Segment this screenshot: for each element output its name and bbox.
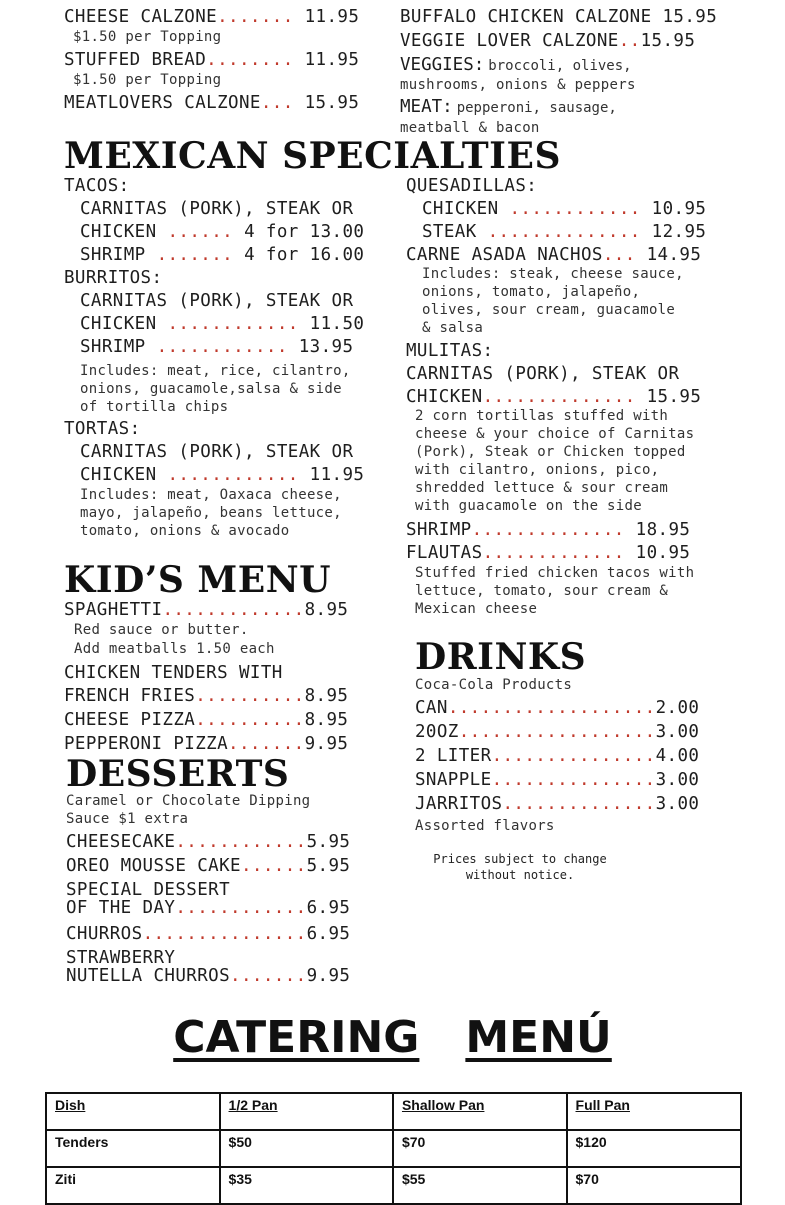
menu-item-2-liter: 2 LITER...............4.00 xyxy=(415,746,700,766)
table-cell: Ziti xyxy=(46,1167,220,1204)
table-row xyxy=(46,1167,741,1204)
header-cell-shallow-pan: Shallow Pan xyxy=(393,1093,567,1130)
table-cell: $120 xyxy=(567,1130,741,1167)
tortas-options: CARNITAS (PORK), STEAK OR xyxy=(80,442,354,462)
chicken-tenders-line: CHICKEN TENDERS WITH xyxy=(64,663,283,683)
menu-item-tacos-chicken: CHICKEN ...... 4 for 13.00 xyxy=(80,222,365,242)
tacos-options: CARNITAS (PORK), STEAK OR xyxy=(80,199,354,219)
mulitas-label: MULITAS: xyxy=(406,341,494,361)
menu-item-shrimp: SHRIMP.............. 18.95 xyxy=(406,520,691,540)
nachos-includes: Includes: steak, cheese sauce, xyxy=(422,266,684,282)
menu-item-can: CAN...................2.00 xyxy=(415,698,700,718)
menu-item-cheese-calzone: CHEESE CALZONE....... 11.95 xyxy=(64,7,360,27)
menu-item-quesadilla-chicken: CHICKEN ............ 10.95 xyxy=(422,199,707,219)
menu-item-pepperoni-pizza: PEPPERONI PIZZA.......9.95 xyxy=(64,734,349,754)
mulitas-description: (Pork), Steak or Chicken topped xyxy=(415,444,686,460)
menu-item-special-dessert: OF THE DAY............6.95 xyxy=(66,898,351,918)
item-note: $1.50 per Topping xyxy=(73,29,222,45)
flautas-description: Mexican cheese xyxy=(415,601,538,617)
tortas-includes: Includes: meat, Oaxaca cheese, xyxy=(80,487,342,503)
veggies-options: VEGGIES: broccoli, olives, xyxy=(400,55,632,75)
table-cell: $50 xyxy=(220,1130,393,1167)
table-cell: $70 xyxy=(567,1167,741,1204)
meat-options-cont: meatball & bacon xyxy=(400,120,540,136)
spaghetti-note: Add meatballs 1.50 each xyxy=(74,641,275,657)
kids-menu-heading: KID’S MENU xyxy=(64,559,332,601)
header-cell-dish: Dish xyxy=(46,1093,220,1130)
nachos-includes: onions, tomato, jalapeño, xyxy=(422,284,641,300)
burritos-options: CARNITAS (PORK), STEAK OR xyxy=(80,291,354,311)
menu-item-jarritos: JARRITOS..............3.00 xyxy=(415,794,700,814)
menu-item-buffalo-calzone: BUFFALO CHICKEN CALZONE 15.95 xyxy=(400,7,718,27)
special-dessert-line: SPECIAL DESSERT xyxy=(66,880,231,900)
menu-item-stuffed-bread: STUFFED BREAD........ 11.95 xyxy=(64,50,360,70)
menu-item-20oz: 20OZ..................3.00 xyxy=(415,722,700,742)
prices-disclaimer-line: Prices subject to change xyxy=(433,852,607,866)
table-cell: $70 xyxy=(393,1130,567,1167)
prices-disclaimer-line: without notice. xyxy=(465,868,575,882)
tortas-label: TORTAS: xyxy=(64,419,141,439)
prices-disclaimer xyxy=(415,851,625,883)
desserts-heading: DESSERTS xyxy=(66,753,290,795)
mulitas-description: with guacamole on the side xyxy=(415,498,642,514)
menu-item-oreo-mousse-cake: OREO MOUSSE CAKE......5.95 xyxy=(66,856,351,876)
catering-title-word: MENÚ xyxy=(465,1012,612,1063)
menu-item-mulitas-chicken: CHICKEN.............. 15.95 xyxy=(406,387,702,407)
menu-item-meatlovers-calzone: MEATLOVERS CALZONE... 15.95 xyxy=(64,93,360,113)
burritos-includes: Includes: meat, rice, cilantro, xyxy=(80,363,351,379)
strawberry-line: STRAWBERRY xyxy=(66,948,176,968)
mulitas-description: 2 corn tortillas stuffed with xyxy=(415,408,669,424)
catering-menu-title xyxy=(0,1010,785,1066)
meat-options: MEAT: pepperoni, sausage, xyxy=(400,97,617,117)
menu-item-veggie-calzone: VEGGIE LOVER CALZONE..15.95 xyxy=(400,31,696,51)
mulitas-description: cheese & your choice of Carnitas xyxy=(415,426,695,442)
burritos-includes: of tortilla chips xyxy=(80,399,229,415)
table-cell: $35 xyxy=(220,1167,393,1204)
veggies-options-cont: mushrooms, onions & peppers xyxy=(400,77,636,93)
menu-item-cheesecake: CHEESECAKE............5.95 xyxy=(66,832,351,852)
desserts-note: Caramel or Chocolate Dipping xyxy=(66,793,311,809)
spaghetti-note: Red sauce or butter. xyxy=(74,622,249,638)
catering-title-word: CATERING xyxy=(173,1012,420,1063)
menu-item-tortas-chicken: CHICKEN ............ 11.95 xyxy=(80,465,365,485)
menu-item-cheese-pizza: CHEESE PIZZA..........8.95 xyxy=(64,710,349,730)
menu-item-carne-asada-nachos: CARNE ASADA NACHOS... 14.95 xyxy=(406,245,702,265)
table-cell: Tenders xyxy=(46,1130,220,1167)
table-row xyxy=(46,1130,741,1167)
menu-item-tacos-shrimp: SHRIMP ....... 4 for 16.00 xyxy=(80,245,365,265)
catering-header-row xyxy=(46,1093,741,1130)
catering-table xyxy=(45,1092,742,1205)
drinks-heading: DRINKS xyxy=(415,636,587,678)
flautas-description: Stuffed fried chicken tacos with xyxy=(415,565,695,581)
menu-item-spaghetti: SPAGHETTI.............8.95 xyxy=(64,600,349,620)
mulitas-description: shredded lettuce & sour cream xyxy=(415,480,669,496)
menu-item-snapple: SNAPPLE...............3.00 xyxy=(415,770,700,790)
menu-item-flautas: FLAUTAS............. 10.95 xyxy=(406,543,691,563)
nachos-includes: & salsa xyxy=(422,320,484,336)
desserts-note: Sauce $1 extra xyxy=(66,811,189,827)
table-cell: $55 xyxy=(393,1167,567,1204)
burritos-label: BURRITOS: xyxy=(64,268,163,288)
tacos-label: TACOS: xyxy=(64,176,130,196)
menu-item-chicken-tenders: FRENCH FRIES..........8.95 xyxy=(64,686,349,706)
menu-item-churros: CHURROS...............6.95 xyxy=(66,924,351,944)
mulitas-options: CARNITAS (PORK), STEAK OR xyxy=(406,364,680,384)
mexican-specialties-heading: MEXICAN SPECIALTIES xyxy=(64,135,561,177)
item-note: $1.50 per Topping xyxy=(73,72,222,88)
tortas-includes: tomato, onions & avocado xyxy=(80,523,290,539)
jarritos-note: Assorted flavors xyxy=(415,818,555,834)
menu-item-burritos-shrimp: SHRIMP ............ 13.95 xyxy=(80,337,354,357)
burritos-includes: onions, guacamole,salsa & side xyxy=(80,381,342,397)
mulitas-description: with cilantro, onions, pico, xyxy=(415,462,660,478)
nachos-includes: olives, sour cream, guacamole xyxy=(422,302,676,318)
menu-item-burritos-chicken: CHICKEN ............ 11.50 xyxy=(80,314,365,334)
tortas-includes: mayo, jalapeño, beans lettuce, xyxy=(80,505,342,521)
drinks-subheading: Coca-Cola Products xyxy=(415,677,573,693)
flautas-description: lettuce, tomato, sour cream & xyxy=(415,583,669,599)
header-cell-half-pan: 1/2 Pan xyxy=(220,1093,393,1130)
header-cell-full-pan: Full Pan xyxy=(567,1093,741,1130)
menu-item-nutella-churros: NUTELLA CHURROS.......9.95 xyxy=(66,966,351,986)
quesadillas-label: QUESADILLAS: xyxy=(406,176,538,196)
menu-item-quesadilla-steak: STEAK .............. 12.95 xyxy=(422,222,707,242)
